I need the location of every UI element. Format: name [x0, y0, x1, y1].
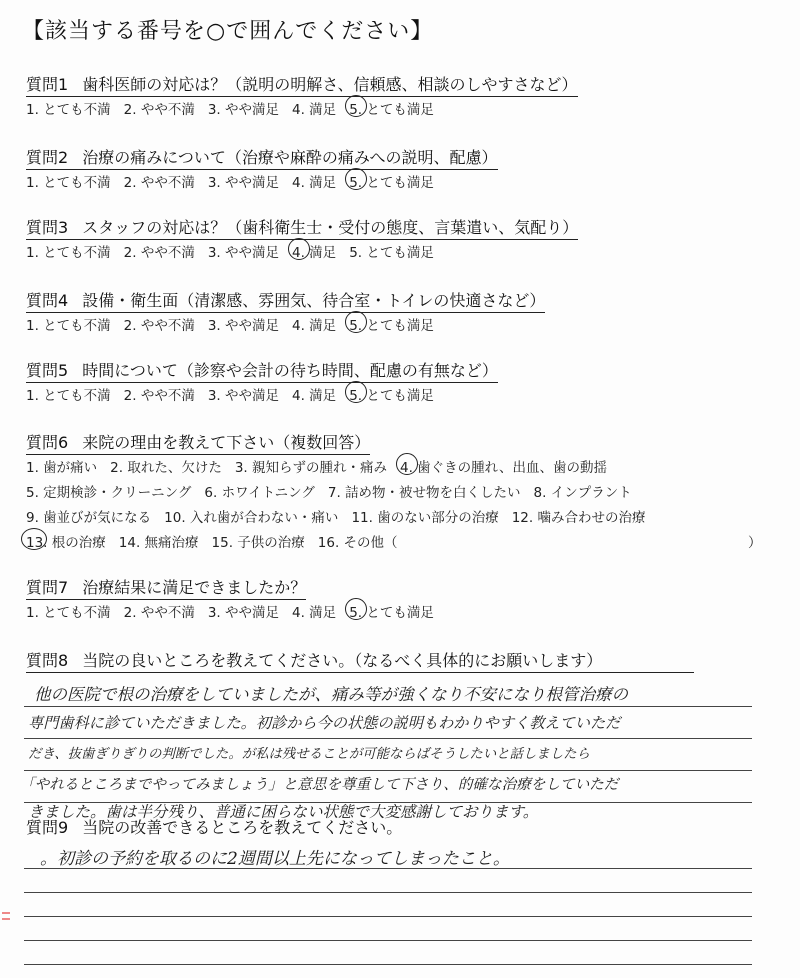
- option-label: 5. とても満足: [349, 314, 434, 334]
- question-7-heading: [26, 575, 306, 600]
- option-label: 1. とても不満: [26, 388, 111, 404]
- option-label: 2. やや不満: [123, 102, 195, 118]
- question-number: 質問7: [26, 578, 69, 597]
- answer-line: [24, 940, 752, 941]
- option-5[interactable]: [349, 171, 434, 191]
- option-5[interactable]: [349, 98, 434, 118]
- question-8-heading: [26, 648, 694, 673]
- question-text: 治療結果に満足できましたか？: [82, 578, 307, 597]
- option-4[interactable]: [292, 314, 336, 334]
- option-4[interactable]: [292, 241, 336, 261]
- answer-line: [24, 964, 752, 965]
- option-4[interactable]: [292, 98, 336, 118]
- q8-answer-line-1: 他の医院で根の治療をしていましたが、痛み等が強くなり不安になり根管治療の: [34, 685, 628, 704]
- q6-option-16[interactable]: 16. その他（: [317, 535, 398, 551]
- option-label: 4. 満足: [292, 241, 336, 261]
- question-6-row-3: [26, 506, 658, 526]
- question-text: スタッフの対応は？（歯科衛生士・受付の態度、言葉遣い、気配り）: [82, 218, 579, 237]
- option-5[interactable]: [349, 601, 434, 621]
- q6-option-5[interactable]: 5. 定期検診・クリーニング: [26, 485, 192, 501]
- option-2[interactable]: [124, 241, 195, 261]
- question-6-row-1: [26, 456, 620, 476]
- other-close-paren: ）: [748, 535, 762, 551]
- option-5[interactable]: [349, 384, 434, 404]
- answer-line: [24, 916, 752, 917]
- question-text: 当院の改善できるところを教えてください。: [82, 818, 403, 837]
- margin-mark: [2, 912, 10, 914]
- option-3[interactable]: [208, 314, 279, 334]
- option-label: 2. やや不満: [123, 245, 195, 261]
- q6-option-6[interactable]: 6. ホワイトニング: [204, 485, 315, 501]
- option-label: 3. やや満足: [207, 245, 280, 261]
- option-label: 5. とても満足: [349, 384, 434, 404]
- option-label: 4. 満足: [292, 318, 337, 334]
- option-label: 4. 満足: [292, 102, 337, 118]
- margin-mark: [2, 918, 10, 920]
- question-number: 質問1: [26, 75, 69, 94]
- option-label: 3. やや満足: [207, 102, 280, 118]
- option-label: 1. とても不満: [26, 318, 111, 334]
- question-number: 質問8: [26, 651, 69, 670]
- option-2[interactable]: [124, 601, 195, 621]
- option-label: 5. とても満足: [349, 245, 434, 261]
- option-2[interactable]: [124, 384, 195, 404]
- question-5-heading: [26, 358, 498, 383]
- option-1[interactable]: [26, 171, 111, 191]
- q6-option-1[interactable]: 1. 歯が痛い: [26, 460, 98, 476]
- question-4-heading: [26, 288, 545, 313]
- option-label: 4. 満足: [292, 175, 337, 191]
- q6-option-10[interactable]: 10. 入れ歯が合わない・痛い: [164, 510, 339, 526]
- option-5[interactable]: [349, 314, 434, 334]
- answer-line: [24, 706, 752, 707]
- option-1[interactable]: [26, 241, 111, 261]
- option-3[interactable]: [208, 601, 279, 621]
- option-label: 3. やや満足: [207, 318, 280, 334]
- option-3[interactable]: [208, 384, 279, 404]
- question-number: 質問2: [26, 148, 69, 167]
- option-label: 3. やや満足: [207, 605, 280, 621]
- q8-answer-line-3: だき、抜歯ぎりぎりの判断でした。が私は残せることが可能ならばそうしたいと話しましたら: [28, 747, 590, 762]
- option-label: 3. やや満足: [207, 388, 280, 404]
- option-2[interactable]: [124, 314, 195, 334]
- option-2[interactable]: [124, 98, 195, 118]
- answer-line: [24, 892, 752, 893]
- question-1-heading: [26, 72, 578, 97]
- question-number: 質問3: [26, 218, 69, 237]
- option-label: 1. とても不満: [26, 175, 111, 191]
- question-6-row-4: [26, 531, 766, 551]
- question-number: 質問5: [26, 361, 69, 380]
- option-3[interactable]: [208, 171, 279, 191]
- option-2[interactable]: [124, 171, 195, 191]
- option-label: 2. やや不満: [123, 605, 195, 621]
- question-number: 質問4: [26, 291, 69, 310]
- question-text: 来院の理由を教えて下さい（複数回答）: [82, 433, 371, 452]
- q6-option-9[interactable]: 9. 歯並びが気になる: [26, 510, 152, 526]
- question-6-row-2: [26, 481, 645, 501]
- option-label: 5. とても満足: [349, 171, 434, 191]
- q8-answer-line-2: 専門歯科に診ていただきました。初診から今の状態の説明もわかりやすく教えていただ: [28, 714, 621, 732]
- option-label: 5. とても満足: [349, 601, 434, 621]
- option-label: 2. やや不満: [123, 175, 195, 191]
- question-text: 歯科医師の対応は？（説明の明解さ、信頼感、相談のしやすさなど）: [82, 75, 578, 94]
- question-5-options: [26, 384, 447, 404]
- option-4[interactable]: [292, 384, 336, 404]
- answer-line: [24, 770, 752, 771]
- option-label: 1. とても不満: [26, 102, 111, 118]
- q6-option-15[interactable]: 15. 子供の治療: [211, 535, 305, 551]
- option-4[interactable]: [292, 171, 336, 191]
- option-label: 2. やや不満: [123, 388, 195, 404]
- option-1[interactable]: [26, 98, 111, 118]
- q6-option-13-label: 13. 根の治療: [26, 531, 106, 551]
- question-6-heading: [26, 430, 370, 455]
- option-label: 3. やや満足: [207, 175, 280, 191]
- q6-option-13[interactable]: [26, 531, 106, 551]
- q6-option-8[interactable]: 8. インプラント: [533, 485, 632, 501]
- option-label: 5. とても満足: [349, 98, 434, 118]
- question-3-heading: [26, 215, 578, 240]
- q6-option-14[interactable]: 14. 無痛治療: [118, 535, 199, 551]
- question-2-options: [26, 171, 447, 191]
- option-4[interactable]: [292, 601, 336, 621]
- q6-option-2[interactable]: 2. 取れた、欠けた: [110, 460, 222, 476]
- q6-option-11[interactable]: 11. 歯のない部分の治療: [351, 510, 499, 526]
- question-text: 当院の良いところを教えてください。（なるべく具体的にお願いします）: [82, 651, 603, 670]
- q6-option-4[interactable]: [400, 456, 607, 476]
- option-3[interactable]: [208, 98, 279, 118]
- question-3-options: [26, 241, 447, 261]
- question-text: 治療の痛みについて（治療や麻酔の痛みへの説明、配慮）: [82, 148, 498, 167]
- option-label: 4. 満足: [292, 605, 337, 621]
- option-5[interactable]: [349, 241, 434, 261]
- q9-answer-line-1: 。初診の予約を取るのに2週間以上先になってしまったこと。: [40, 849, 510, 869]
- q6-option-4-label: 4. 歯ぐきの腫れ、出血、歯の動揺: [400, 456, 607, 476]
- q8-answer-line-5: きました。歯は半分残り、普通に困らない状態で大変感謝しております。: [28, 803, 539, 821]
- question-9-heading: [26, 815, 402, 839]
- option-label: 4. 満足: [292, 388, 337, 404]
- page-title: 【該当する番号を○で囲んでください】: [22, 19, 434, 44]
- option-1[interactable]: [26, 601, 111, 621]
- q6-option-12[interactable]: 12. 噛み合わせの治療: [511, 510, 646, 526]
- q6-option-3[interactable]: 3. 親知らずの腫れ・痛み: [234, 460, 388, 476]
- question-1-options: [26, 98, 447, 118]
- q6-option-7[interactable]: 7. 詰め物・被せ物を白くしたい: [327, 485, 521, 501]
- question-number: 質問9: [26, 818, 69, 837]
- option-label: 2. やや不満: [123, 318, 195, 334]
- question-4-options: [26, 314, 447, 334]
- option-label: 1. とても不満: [26, 245, 111, 261]
- option-3[interactable]: [208, 241, 279, 261]
- option-1[interactable]: [26, 314, 111, 334]
- question-number: 質問6: [26, 433, 69, 452]
- q8-answer-line-4: 「やれるところまでやってみましょう」と意思を尊重して下さり、的確な治療をしていただ: [20, 776, 619, 793]
- question-2-heading: [26, 145, 498, 170]
- question-text: 時間について（診察や会計の待ち時間、配慮の有無など）: [82, 361, 498, 380]
- question-7-options: [26, 601, 447, 621]
- option-label: 1. とても不満: [26, 605, 111, 621]
- question-text: 設備・衛生面（清潔感、雰囲気、待合室・トイレの快適さなど）: [82, 291, 546, 310]
- option-1[interactable]: [26, 384, 111, 404]
- answer-line: [24, 738, 752, 739]
